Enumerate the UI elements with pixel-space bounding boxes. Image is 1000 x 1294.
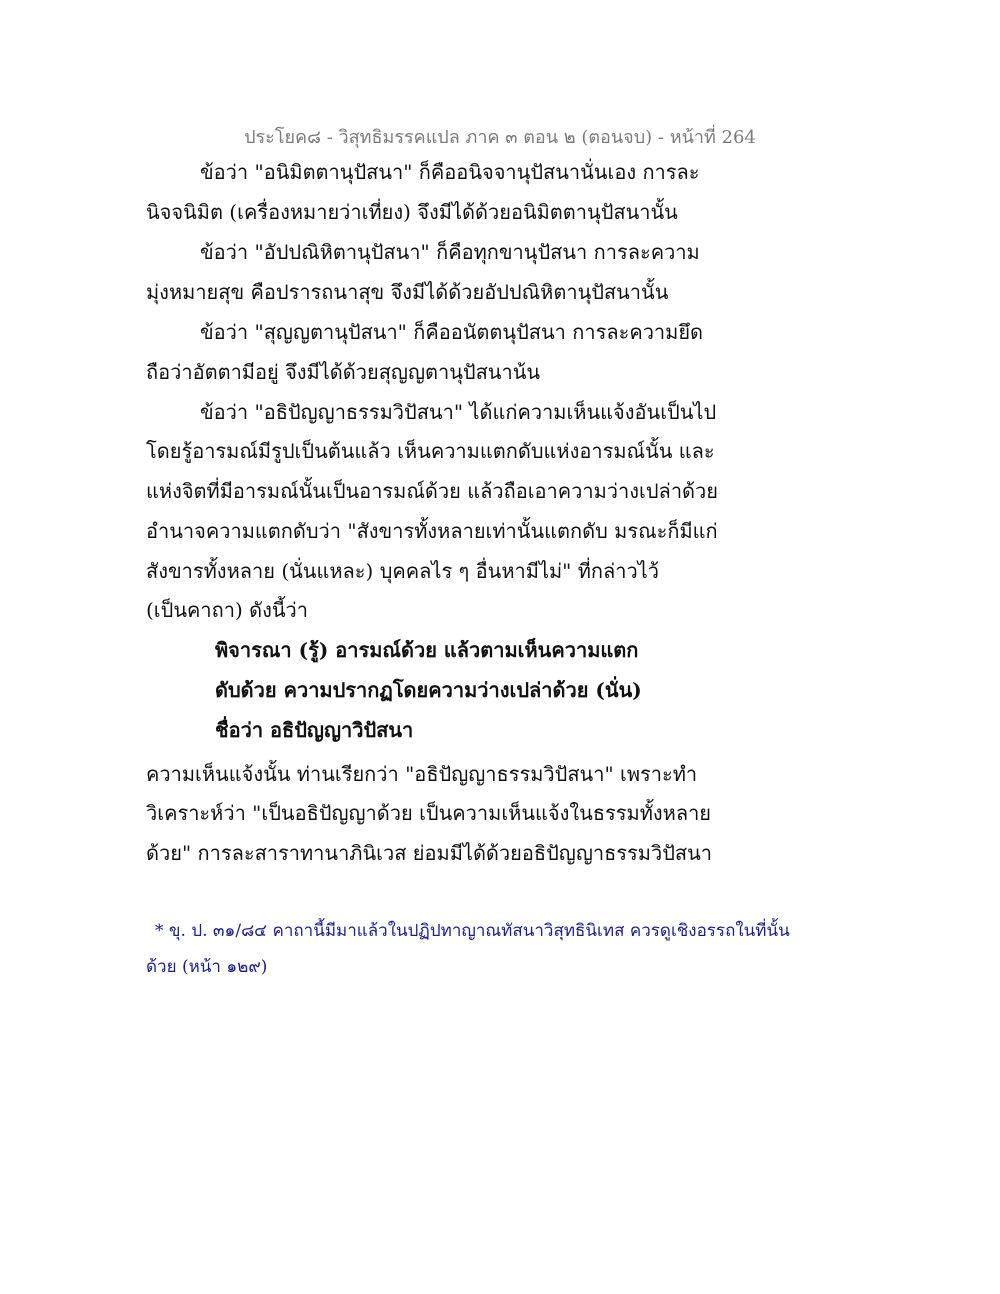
body-line: วิเคราะห์ว่า "เป็นอธิปัญญาด้วย เป็นความเห็นแจ้งในธรรมทั้งหลาย — [146, 801, 712, 825]
body-line: นิจจนิมิต (เครื่องหมายว่าเที่ยง) จึงมีได้ด้วยอนิมิตตานุปัสนานั้น — [146, 200, 678, 224]
body-line: อำนาจความแตกดับว่า "สังขารทั้งหลายเท่านั้นแตกดับ มรณะก็มีแก่ — [146, 519, 718, 543]
body-line: ถือว่าอัตตามีอยู่ จึงมีได้ด้วยสุญญตานุปัสนาน้น — [146, 360, 541, 384]
verse-line: ดับด้วย ความปรากฏโดยความว่างเปล่าด้วย (นั่น) — [215, 678, 642, 702]
body-line: ข้อว่า "อธิปัญญาธรรมวิปัสนา" ได้แก่ความเห็นแจ้งอันเป็นไป — [200, 400, 717, 424]
footnote-line: * ขุ. ป. ๓๑/๘๔ คาถานี้มีมาแล้วในปฏิปทาญาณทัสนาวิสุทธินิเทส ควรดูเชิงอรรถในที่นั้น — [155, 921, 790, 941]
body-line: ข้อว่า "อัปปณิหิตานุปัสนา" ก็คือทุกขานุปัสนา การละความ — [200, 240, 700, 264]
body-line: แห่งจิตที่มีอารมณ์นั้นเป็นอารมณ์ด้วย แล้วถือเอาความว่างเปล่าด้วย — [146, 479, 718, 503]
body-line: ความเห็นแจ้งนั้น ท่านเรียกว่า "อธิปัญญาธรรมวิปัสนา" เพราะทำ — [146, 762, 698, 786]
verse-line: ชื่อว่า อธิปัญญาวิปัสนา — [215, 718, 414, 742]
body-line: ด้วย" การละสาราทานาภินิเวส ย่อมมีได้ด้วยอธิปัญญาธรรมวิปัสนา — [146, 841, 713, 865]
body-line: ข้อว่า "อนิมิตตานุปัสนา" ก็คืออนิจจานุปัสนานั่นเอง การละ — [200, 160, 700, 184]
body-line: มุ่งหมายสุข คือปรารถนาสุข จึงมีได้ด้วยอัปปณิหิตานุปัสนานั้น — [146, 280, 669, 304]
body-line: สังขารทั้งหลาย (นั่นแหละ) บุคคลไร ๆ อื่นหามีไม่" ที่กล่าวไว้ — [146, 559, 660, 583]
verse-line: พิจารณา (รู้) อารมณ์ด้วย แล้วตามเห็นความแตก — [215, 638, 639, 662]
body-line: โดยรู้อารมณ์มีรูปเป็นต้นแล้ว เห็นความแตกดับแห่งอารมณ์นั้น และ — [146, 439, 715, 463]
body-line: ข้อว่า "สุญญตานุปัสนา" ก็คืออนัตตนุปัสนา การละความยึด — [200, 320, 704, 344]
page-header: ประโยค๘ - วิสุทธิมรรคแปล ภาค ๓ ตอน ๒ (ตอนจบ) - หน้าที่ 264 — [244, 127, 756, 148]
body-line: (เป็นคาถา) ดังนี้ว่า — [146, 598, 309, 622]
footnote-line: ด้วย (หน้า ๑๒๙) — [146, 957, 268, 977]
